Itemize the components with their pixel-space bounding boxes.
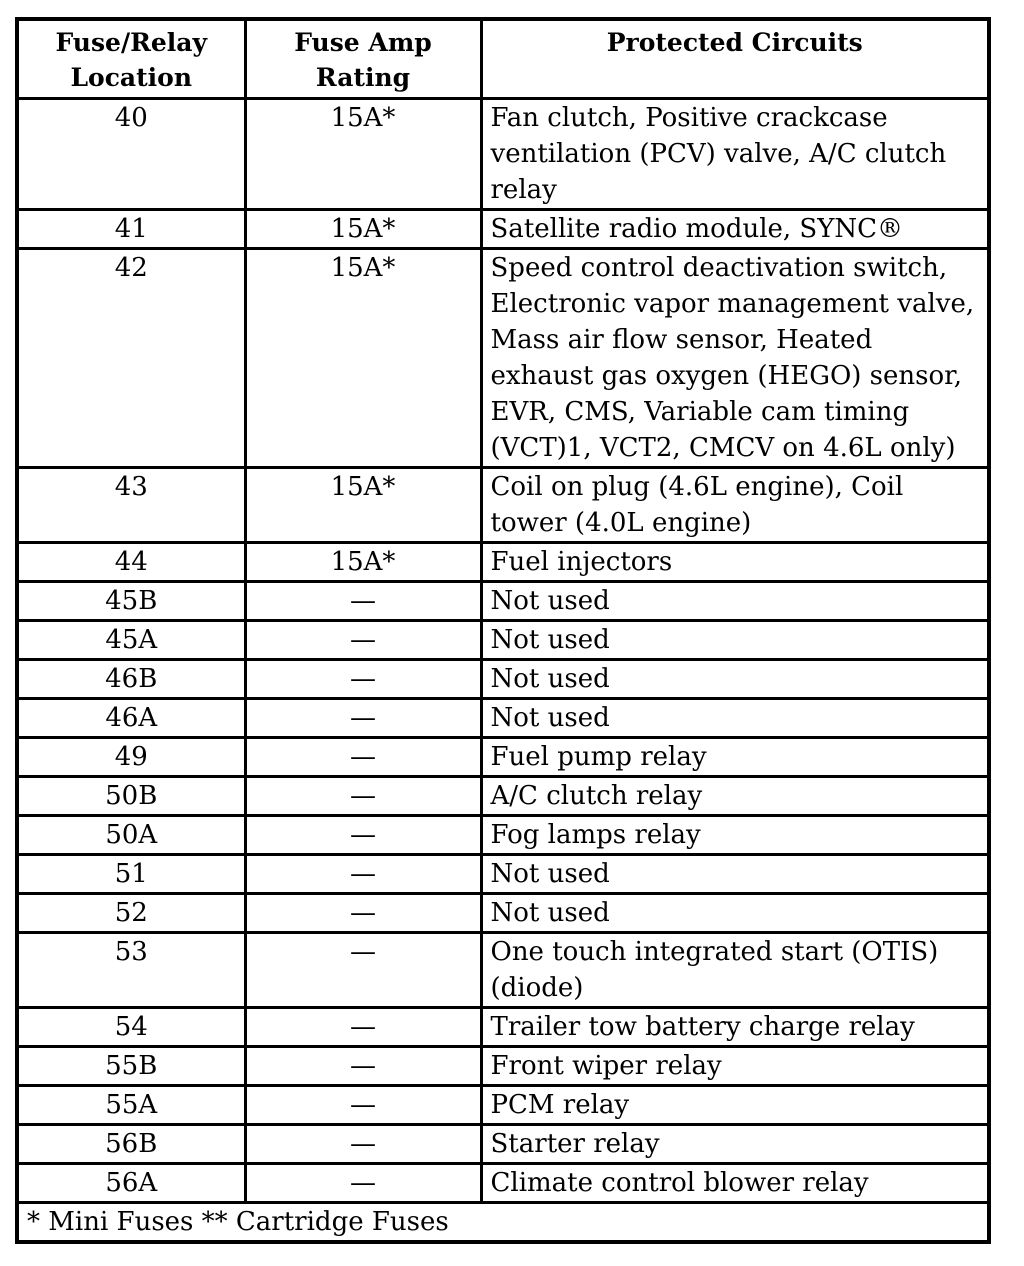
location-cell: 56A bbox=[17, 1164, 245, 1203]
table-row bbox=[17, 1008, 989, 1047]
location-cell: 50B bbox=[17, 777, 245, 816]
table-row bbox=[17, 816, 989, 855]
amp-rating-cell: — bbox=[245, 582, 481, 621]
amp-rating-cell: — bbox=[245, 699, 481, 738]
location-cell: 42 bbox=[17, 249, 245, 468]
table-row bbox=[17, 468, 989, 543]
fuse-relay-table bbox=[15, 17, 991, 1244]
protected-circuits-cell: Starter relay bbox=[481, 1125, 989, 1164]
amp-rating-cell: — bbox=[245, 816, 481, 855]
table-row bbox=[17, 582, 989, 621]
table-header-row bbox=[17, 19, 989, 99]
protected-circuits-cell: PCM relay bbox=[481, 1086, 989, 1125]
location-cell: 54 bbox=[17, 1008, 245, 1047]
amp-rating-cell: — bbox=[245, 1086, 481, 1125]
table-row bbox=[17, 99, 989, 210]
amp-rating-cell: — bbox=[245, 1125, 481, 1164]
table-row bbox=[17, 543, 989, 582]
protected-circuits-cell: Trailer tow battery charge relay bbox=[481, 1008, 989, 1047]
location-cell: 51 bbox=[17, 855, 245, 894]
amp-rating-cell: — bbox=[245, 621, 481, 660]
protected-circuits-cell: Not used bbox=[481, 699, 989, 738]
amp-rating-cell: — bbox=[245, 1008, 481, 1047]
amp-rating-cell: 15A* bbox=[245, 468, 481, 543]
protected-circuits-cell: Satellite radio module, SYNC® bbox=[481, 210, 989, 249]
amp-rating-cell: 15A* bbox=[245, 210, 481, 249]
amp-rating-cell: — bbox=[245, 933, 481, 1008]
table-row bbox=[17, 660, 989, 699]
table-row bbox=[17, 777, 989, 816]
amp-rating-cell: 15A* bbox=[245, 543, 481, 582]
footnote: * Mini Fuses ** Cartridge Fuses bbox=[17, 1203, 989, 1243]
header-protected-circuits: Protected Circuits bbox=[481, 19, 989, 99]
protected-circuits-cell: Front wiper relay bbox=[481, 1047, 989, 1086]
amp-rating-cell: 15A* bbox=[245, 99, 481, 210]
location-cell: 55B bbox=[17, 1047, 245, 1086]
protected-circuits-cell: Not used bbox=[481, 660, 989, 699]
location-cell: 49 bbox=[17, 738, 245, 777]
location-cell: 45B bbox=[17, 582, 245, 621]
amp-rating-cell: — bbox=[245, 1047, 481, 1086]
protected-circuits-cell: Climate control blower relay bbox=[481, 1164, 989, 1203]
table-row bbox=[17, 894, 989, 933]
table-row bbox=[17, 1125, 989, 1164]
amp-rating-cell: — bbox=[245, 738, 481, 777]
table-row bbox=[17, 249, 989, 468]
header-location: Fuse/Relay Location bbox=[17, 19, 245, 99]
protected-circuits-cell: Not used bbox=[481, 855, 989, 894]
protected-circuits-cell: Not used bbox=[481, 894, 989, 933]
protected-circuits-cell: A/C clutch relay bbox=[481, 777, 989, 816]
table-row bbox=[17, 1164, 989, 1203]
table-row bbox=[17, 855, 989, 894]
location-cell: 41 bbox=[17, 210, 245, 249]
protected-circuits-cell: One touch integrated start (OTIS) (diode) bbox=[481, 933, 989, 1008]
location-cell: 55A bbox=[17, 1086, 245, 1125]
table-row bbox=[17, 933, 989, 1008]
protected-circuits-cell: Fuel pump relay bbox=[481, 738, 989, 777]
protected-circuits-cell: Speed control deactivation switch, Electronic vapor management valve, Mass air flow sensor, Heated exhaust gas oxygen (HEGO) sensor, EVR, CMS, Variable cam timing (VCT)1, VCT2, CMCV on 4.6L only) bbox=[481, 249, 989, 468]
location-cell: 43 bbox=[17, 468, 245, 543]
location-cell: 45A bbox=[17, 621, 245, 660]
protected-circuits-cell: Fog lamps relay bbox=[481, 816, 989, 855]
table-body bbox=[17, 99, 989, 1203]
table-row bbox=[17, 1047, 989, 1086]
location-cell: 56B bbox=[17, 1125, 245, 1164]
table-row bbox=[17, 210, 989, 249]
table-row bbox=[17, 621, 989, 660]
amp-rating-cell: — bbox=[245, 660, 481, 699]
header-amp-rating: Fuse Amp Rating bbox=[245, 19, 481, 99]
location-cell: 52 bbox=[17, 894, 245, 933]
table-row bbox=[17, 1086, 989, 1125]
amp-rating-cell: — bbox=[245, 777, 481, 816]
table-row bbox=[17, 699, 989, 738]
protected-circuits-cell: Coil on plug (4.6L engine), Coil tower (4.0L engine) bbox=[481, 468, 989, 543]
location-cell: 50A bbox=[17, 816, 245, 855]
location-cell: 53 bbox=[17, 933, 245, 1008]
table-row bbox=[17, 738, 989, 777]
location-cell: 46B bbox=[17, 660, 245, 699]
footnote-row bbox=[17, 1203, 989, 1243]
amp-rating-cell: — bbox=[245, 855, 481, 894]
protected-circuits-cell: Fuel injectors bbox=[481, 543, 989, 582]
protected-circuits-cell: Fan clutch, Positive crackcase ventilation (PCV) valve, A/C clutch relay bbox=[481, 99, 989, 210]
location-cell: 46A bbox=[17, 699, 245, 738]
amp-rating-cell: — bbox=[245, 894, 481, 933]
amp-rating-cell: — bbox=[245, 1164, 481, 1203]
protected-circuits-cell: Not used bbox=[481, 621, 989, 660]
location-cell: 44 bbox=[17, 543, 245, 582]
amp-rating-cell: 15A* bbox=[245, 249, 481, 468]
location-cell: 40 bbox=[17, 99, 245, 210]
protected-circuits-cell: Not used bbox=[481, 582, 989, 621]
